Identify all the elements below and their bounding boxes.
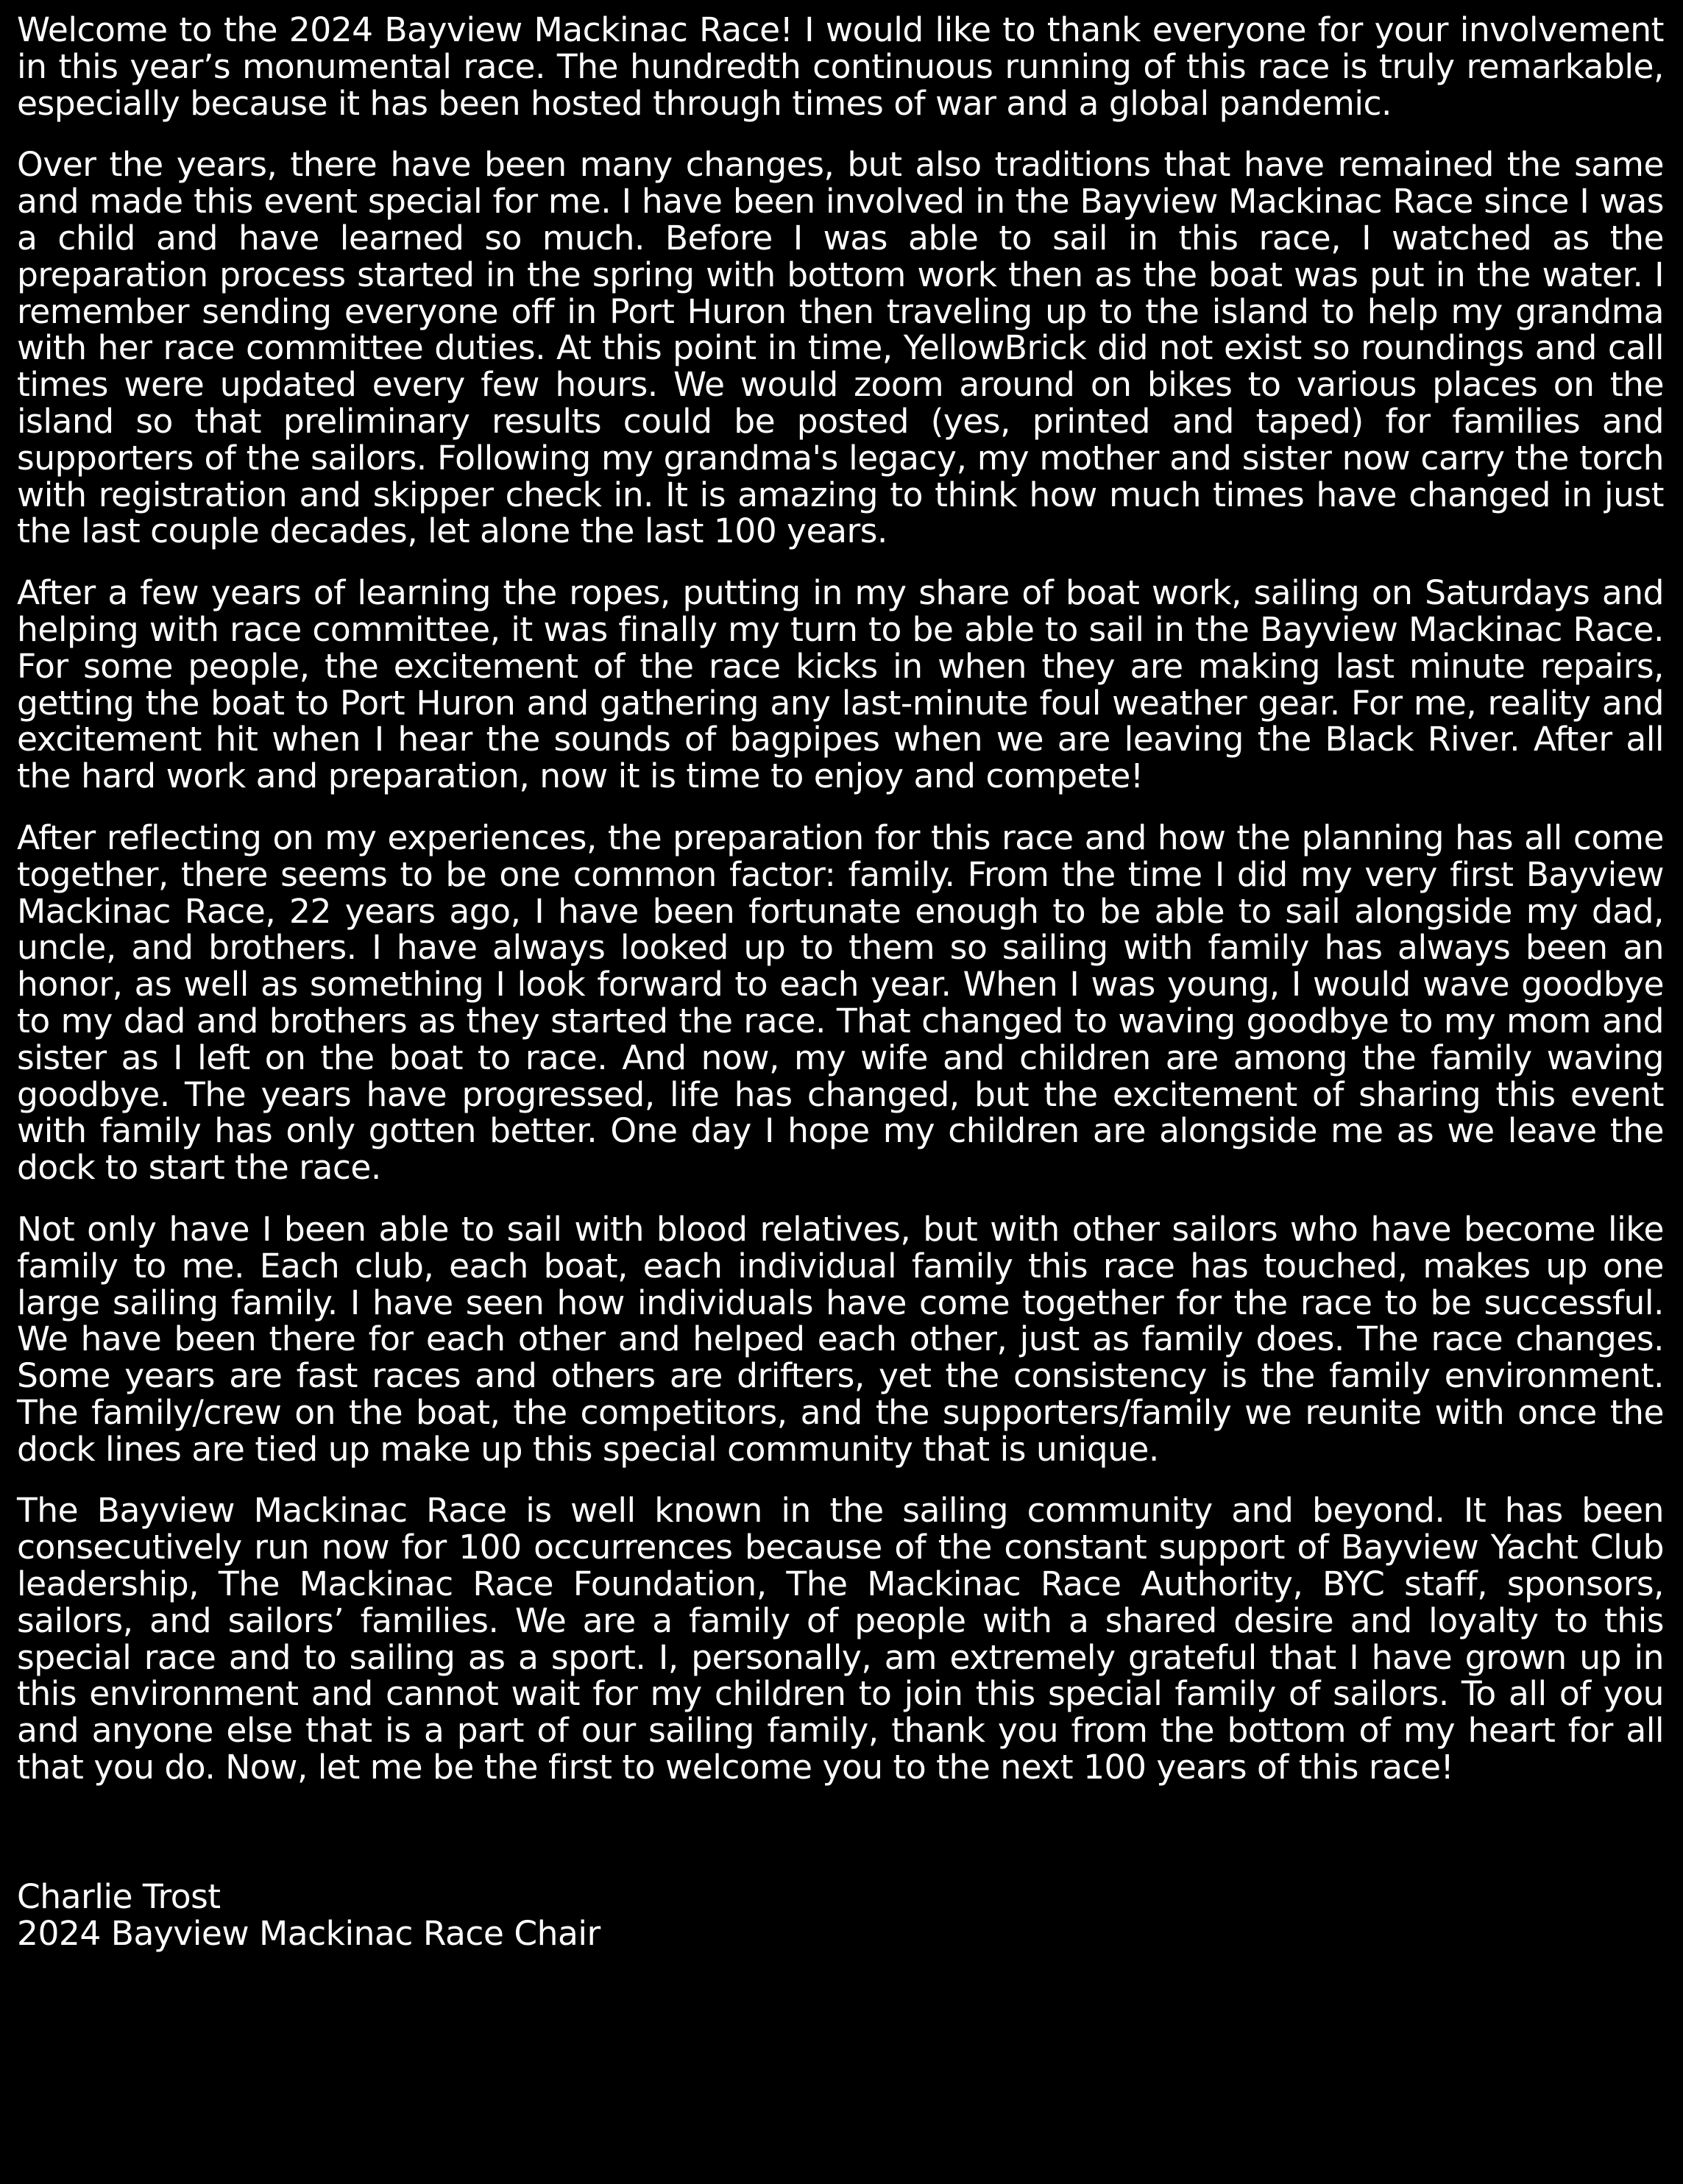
paragraph-family: After reflecting on my experiences, the preparation for this race and how the planning has all come together, there seems to be one common factor: family. From the time I did my very first Bayview Mackinac Race, 22 years ago, I have been fortunate enough to be able to sail alongside my dad, uncle, and brothers. I have always looked up to them so sailing with family has always been an honor, as well as something I look forward to each year. When I was young, I would wave goodbye to my dad and brothers as they started the race. That changed to waving goodbye to my mom and sister as I left on the boat to race. And now, my wife and children are among the family waving goodbye. The years have progressed, life has changed, but the excitement of sharing this event with family has only gotten better. One day I hope my children are alongside me as we leave the dock to start the race.	[17, 818, 1664, 1188]
paragraph-closing: The Bayview Mackinac Race is well known in the sailing community and beyond. It has been consecutively run now for 100 occurrences because of the constant support of Bayview Yacht Club leadership, The Mackinac Race Foundation, The Mackinac Race Authority, BYC staff, sponsors, sailors, and sailors’ families. We are a family of people with a shared desire and loyalty to this special race and to sailing as a sport. I, personally, am extremely grateful that I have grown up in this environment and cannot wait for my children to join this special family of sailors. To all of you and anyone else that is a part of our sailing family, thank you from the bottom of my heart for all that you do. Now, let me be the first to welcome you to the next 100 years of this race!	[17, 1491, 1664, 1787]
paragraph-welcome: Welcome to the 2024 Bayview Mackinac Race! I would like to thank everyone for your involvement in this year’s monumental race. The hundredth continuous running of this race is truly remarkable, especially because it has been hosted through times of war and a global pandemic.	[17, 10, 1664, 123]
paragraph-first-race: After a few years of learning the ropes, putting in my share of boat work, sailing on Saturdays and helping with race committee, it was finally my turn to be able to sail in the Bayview Mackinac Race. For some people, the excitement of the race kicks in when they are making last minute repairs, getting the boat to Port Huron and gathering any last-minute foul weather gear. For me, reality and excitement hit when I hear the sounds of bagpipes when we are leaving the Black River. After all the hard work and preparation, now it is time to enjoy and compete!	[17, 573, 1664, 796]
signature-name: Charlie Trost	[17, 1876, 221, 1916]
letter-body	[17, 12, 1664, 1951]
signature-block	[17, 1876, 1664, 1953]
paragraph-traditions: Over the years, there have been many changes, but also traditions that have remained the same and made this event special for me. I have been involved in the Bayview Mackinac Race since I was a child and have learned so much. Before I was able to sail in this race, I watched as the preparation process started in the spring with bottom work then as the boat was put in the water. I remember sending everyone off in Port Huron then traveling up to the island to help my grandma with her race committee duties. At this point in time, YellowBrick did not exist so roundings and call times were updated every few hours. We would zoom around on bikes to various places on the island so that preliminary results could be posted (yes, printed and taped) for families and supporters of the sailors. Following my grandma's legacy, my mother and sister now carry the torch with registration and skipper check in. It is amazing to think how much times have changed in just the last couple decades, let alone the last 100 years.	[17, 145, 1664, 551]
signature-title: 2024 Bayview Mackinac Race Chair	[17, 1913, 600, 1953]
paragraph-sailing-family: Not only have I been able to sail with blood relatives, but with other sailors who have become like family to me. Each club, each boat, each individual family this race has touched, makes up one large sailing family. I have seen how individuals have come together for the race to be successful. We have been there for each other and helped each other, just as family does. The race changes. Some years are fast races and others are drifters, yet the consistency is the family environment. The family/crew on the boat, the competitors, and the supporters/family we reunite with once the dock lines are tied up make up this special community that is unique.	[17, 1209, 1664, 1469]
